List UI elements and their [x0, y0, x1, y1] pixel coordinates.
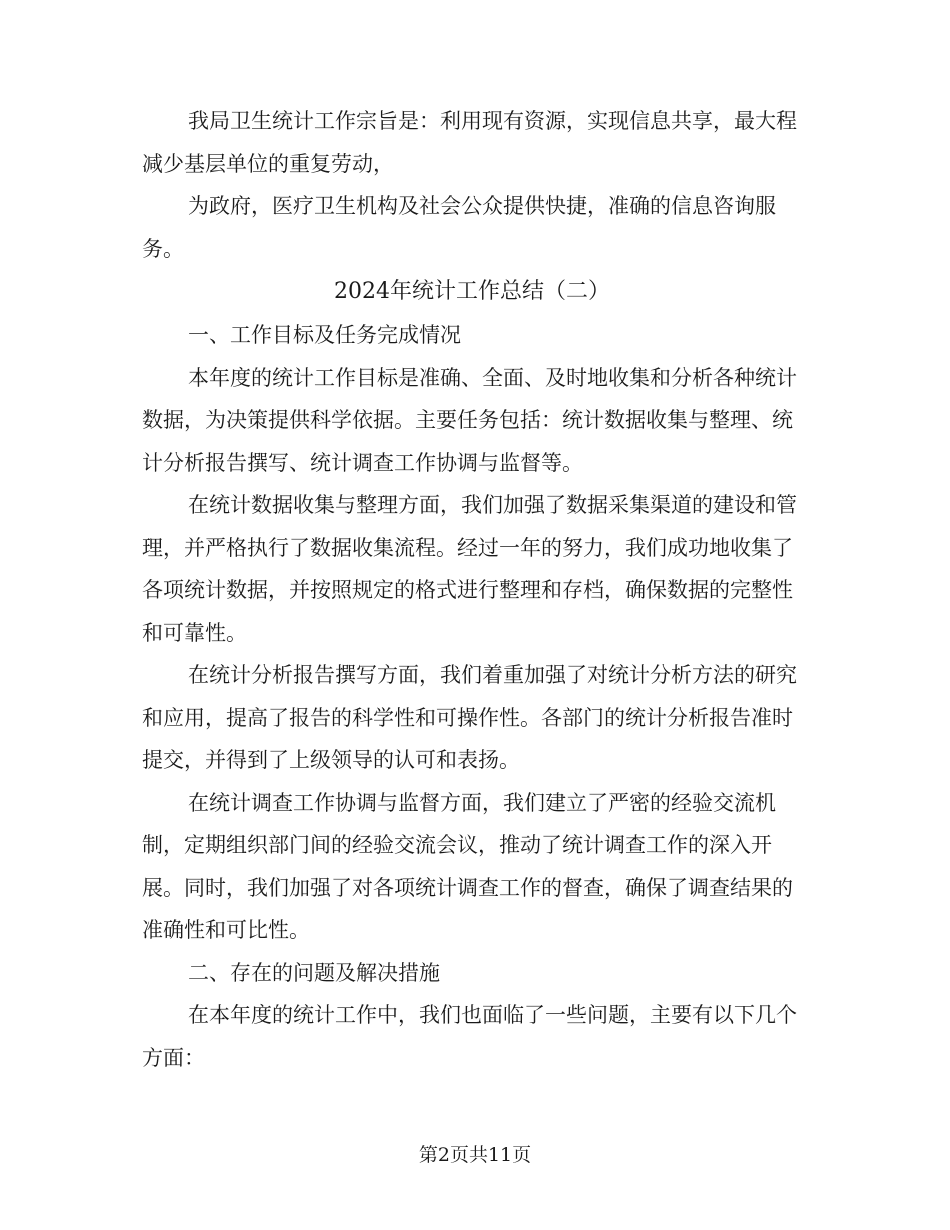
- document-body: [142, 100, 802, 1079]
- paragraph-problems: 在本年度的统计工作中，我们也面临了一些问题，主要有以下几个方面：: [142, 1003, 797, 1070]
- paragraph-service: 为政府，医疗卫生机构及社会公众提供快捷，准确的信息咨询服务。: [142, 194, 776, 261]
- section-title: 2024年统计工作总结（二）: [334, 279, 610, 304]
- paragraph-goals: 本年度的统计工作目标是准确、全面、及时地收集和分析各种统计数据，为决策提供科学依据。主要任务包括：统计数据收集与整理、统计分析报告撰写、统计调查工作协调与监督等。: [142, 365, 797, 475]
- paragraph-mission: 我局卫生统计工作宗旨是：利用现有资源，实现信息共享，最大程减少基层单位的重复劳动，: [142, 109, 797, 176]
- page-number-footer: 第2页共11页: [418, 1144, 532, 1166]
- heading-goals: 一、工作目标及任务完成情况: [188, 323, 461, 347]
- paragraph-data-collection: 在统计数据收集与整理方面，我们加强了数据采集渠道的建设和管理，并严格执行了数据收集流程。经过一年的努力，我们成功地收集了各项统计数据，并按照规定的格式进行整理和存档，确保数据的完整性和可靠性。: [142, 493, 797, 645]
- paragraph-analysis-report: 在统计分析报告撰写方面，我们着重加强了对统计分析方法的研究和应用，提高了报告的科学性和可操作性。各部门的统计分析报告准时提交，并得到了上级领导的认可和表扬。: [142, 663, 797, 772]
- heading-problems: 二、存在的问题及解决措施: [188, 960, 440, 985]
- paragraph-survey-coordination: 在统计调查工作协调与监督方面，我们建立了严密的经验交流机制，定期组织部门间的经验交流会议，推动了统计调查工作的深入开展。同时，我们加强了对各项统计调查工作的督查，确保了调查结果的准确性和可比性。: [142, 790, 793, 942]
